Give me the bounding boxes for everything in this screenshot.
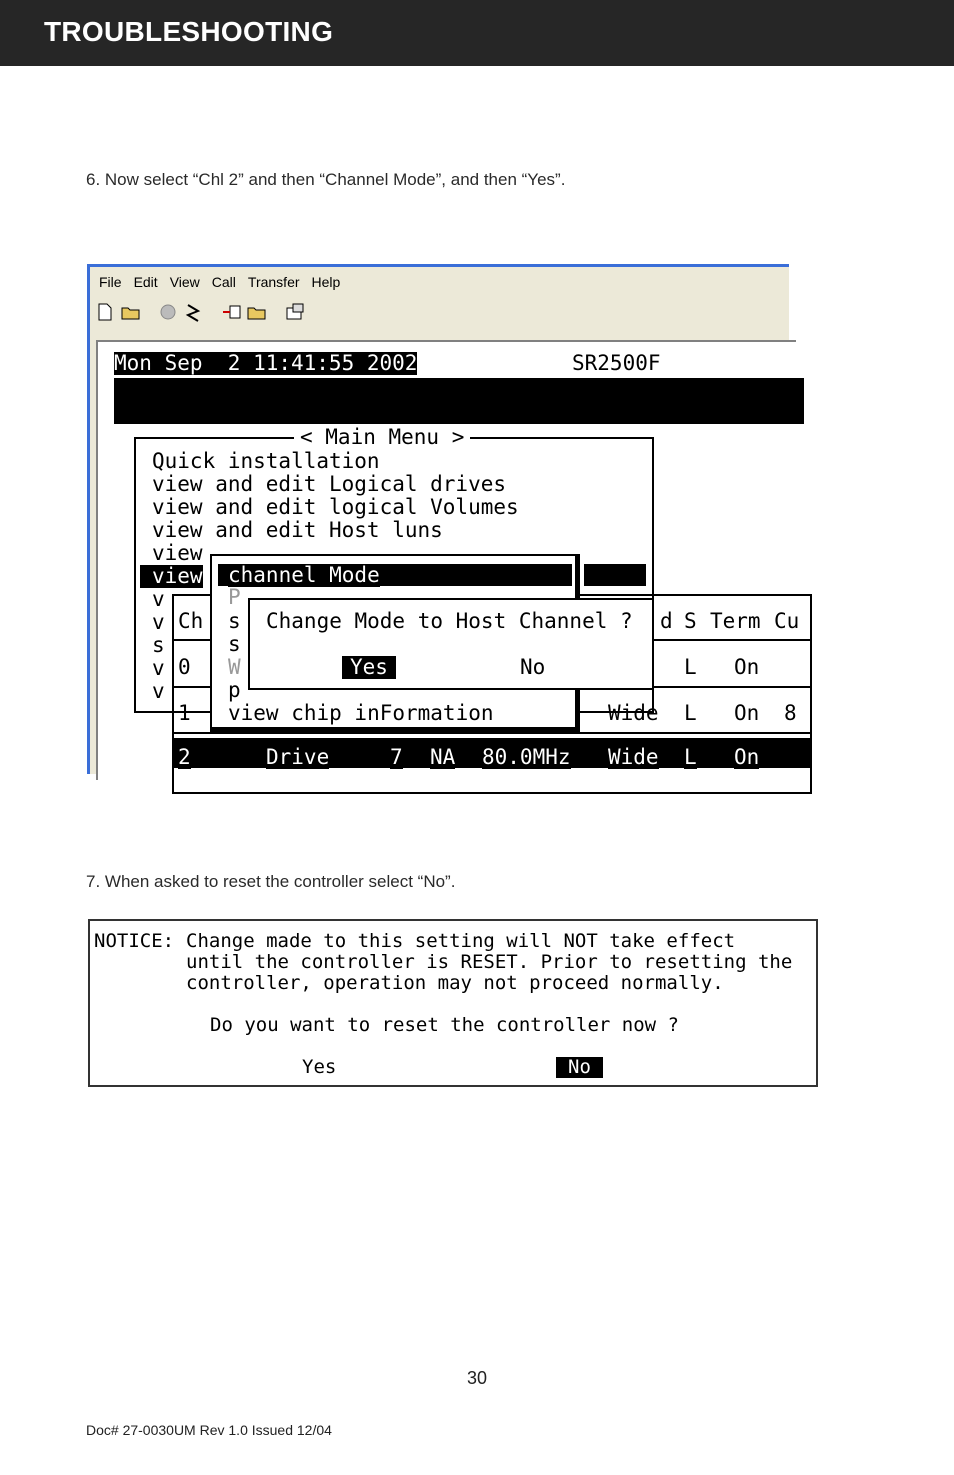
menu-item-host-luns[interactable]: view and edit Host luns <box>152 518 443 542</box>
open-folder-icon[interactable] <box>121 303 139 321</box>
table-row-2-s: L <box>684 745 697 769</box>
menu-item-v-3[interactable]: v <box>152 656 165 680</box>
menu-edit[interactable]: Edit <box>133 274 158 290</box>
table-row-0-term: On <box>734 655 760 679</box>
dialog-question: Change Mode to Host Channel ? <box>266 609 633 633</box>
document-footer: Doc# 27-0030UM Rev 1.0 Issued 12/04 <box>86 1422 332 1438</box>
reset-no-button[interactable]: No <box>556 1057 603 1078</box>
submenu-letter-p2[interactable]: p <box>228 678 241 702</box>
table-row-1-width: Wide <box>608 701 659 725</box>
table-row-1-s: L <box>684 701 697 725</box>
status-model: SR2500F <box>572 351 661 375</box>
menu-file[interactable]: File <box>99 274 122 290</box>
menu-item-v-2[interactable]: v <box>152 610 165 634</box>
table-row-1-ch[interactable]: 1 <box>178 701 191 725</box>
menu-item-logical-volumes[interactable]: view and edit logical Volumes <box>152 495 519 519</box>
menu-view[interactable]: View <box>169 274 200 290</box>
dialog-no-button[interactable]: No <box>520 655 546 679</box>
menu-item-quick-installation[interactable]: Quick installation <box>152 449 380 473</box>
disconnect-icon[interactable] <box>159 303 177 321</box>
table-header-ch: Ch <box>178 609 204 633</box>
table-row-0-ch[interactable]: 0 <box>178 655 191 679</box>
menu-transfer[interactable]: Transfer <box>247 274 300 290</box>
dialog-yes-button[interactable]: Yes <box>342 656 396 679</box>
send-icon[interactable] <box>222 303 240 321</box>
table-header-s: S <box>684 609 697 633</box>
menu-item-s[interactable]: s <box>152 633 165 657</box>
table-row-2-mode: Drive <box>266 745 330 769</box>
terminal-screenshot <box>87 264 800 774</box>
table-row-2-term: On <box>734 745 760 769</box>
notice-line-3: controller, operation may not proceed normally. <box>186 972 724 994</box>
reset-notice-screenshot <box>88 919 818 1087</box>
table-row-2-speed: 80.0MHz <box>482 745 571 769</box>
table-row-1-term: On <box>734 701 760 725</box>
table-header-d: d <box>660 609 673 633</box>
menu-item-v-1[interactable]: v <box>152 587 165 611</box>
terminal-window <box>96 340 800 780</box>
submenu-letter-s2[interactable]: s <box>228 632 241 656</box>
menu-item-view-a[interactable]: view <box>152 541 203 565</box>
main-menu-title: < Main Menu > <box>294 426 470 449</box>
notice-line-2: until the controller is RESET. Prior to resetting the <box>186 951 793 973</box>
step-7-instruction: 7. When asked to reset the controller select “No”. <box>86 872 456 891</box>
menu-item-v-4[interactable]: v <box>152 679 165 703</box>
menu-item-logical-drives[interactable]: view and edit Logical drives <box>152 472 507 496</box>
table-row-2-sid: NA <box>430 745 456 769</box>
settings-icon[interactable] <box>285 303 303 321</box>
submenu-channel-mode[interactable]: channel Mode <box>228 563 380 587</box>
notice-label: NOTICE: <box>94 930 175 952</box>
menu-help[interactable]: Help <box>311 274 341 290</box>
status-datetime: Mon Sep 2 11:41:55 2002 <box>114 351 418 375</box>
new-file-icon[interactable] <box>96 303 114 321</box>
submenu-letter-p[interactable]: P <box>228 585 241 609</box>
page-number: 30 <box>466 1368 488 1388</box>
page-header <box>0 0 954 66</box>
toolbar <box>96 299 303 325</box>
table-row-2-width: Wide <box>608 745 659 769</box>
submenu-letter-s1[interactable]: s <box>228 609 241 633</box>
receive-icon[interactable] <box>247 303 265 321</box>
page-title: TROUBLESHOOTING <box>44 16 334 47</box>
menu-item-view-channels[interactable]: view <box>140 565 203 588</box>
step-6-instruction: 6. Now select “Chl 2” and then “Channel Mode”, and then “Yes”. <box>86 170 566 189</box>
submenu-view-chip-information[interactable]: view chip inFormation <box>228 701 494 725</box>
menu-bar <box>96 271 349 293</box>
table-row-0-s: L <box>684 655 697 679</box>
menu-call[interactable]: Call <box>211 274 236 290</box>
table-header-term: Term <box>710 609 761 633</box>
table-row-2-pid: 7 <box>390 745 403 769</box>
notice-line-1: Change made to this setting will NOT take effect <box>186 930 736 952</box>
status-bar-fill <box>114 378 804 424</box>
reset-yes-button[interactable]: Yes <box>302 1056 337 1078</box>
table-row-2-ch[interactable]: 2 <box>178 745 191 769</box>
submenu-letter-w[interactable]: W <box>228 655 241 679</box>
properties-icon[interactable] <box>184 303 202 321</box>
table-row-1-extra: 8 <box>784 701 797 725</box>
table-header-cu: Cu <box>774 609 800 633</box>
reset-question: Do you want to reset the controller now ? <box>210 1014 679 1036</box>
